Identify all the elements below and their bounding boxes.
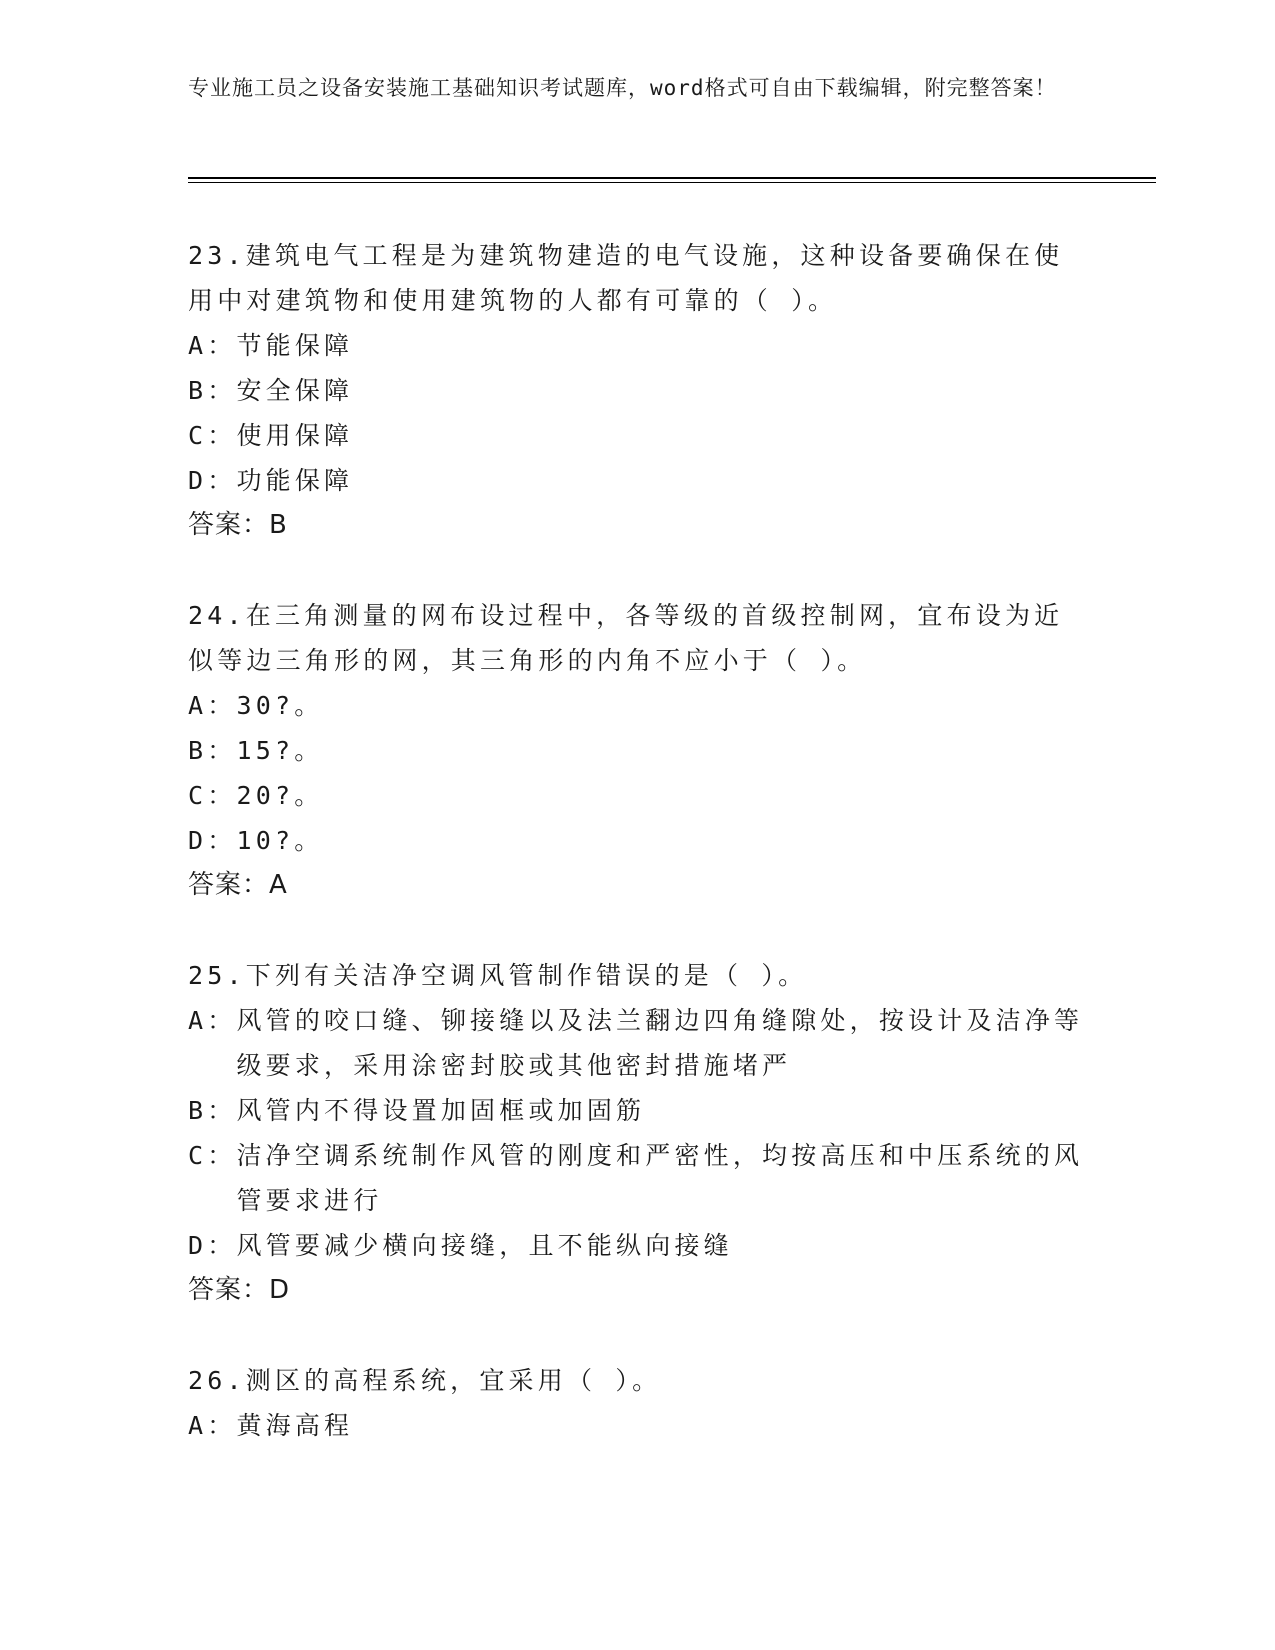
answer-label: 答案：A (188, 870, 288, 900)
question-stem: 26.测区的高程系统，宜采用（ ）。 (188, 1366, 662, 1395)
option-text: 安全保障 (236, 376, 354, 405)
question-list (188, 233, 1088, 1493)
option-b (188, 368, 1088, 413)
option-key: A： (188, 1411, 237, 1440)
option-text: 15?。 (236, 736, 324, 765)
option-c (188, 1133, 1088, 1223)
option-key: A： (188, 331, 237, 360)
option-d (188, 818, 1088, 863)
question-26 (188, 1358, 1088, 1448)
option-key: B： (188, 376, 237, 405)
answer-label: 答案：D (188, 1275, 291, 1305)
header-divider-thick (188, 177, 1156, 179)
option-key: A： (188, 691, 237, 720)
option-text: 20?。 (236, 781, 324, 810)
option-key: C： (188, 781, 237, 810)
option-text: 风管内不得设置加固框或加固筋 (236, 1096, 646, 1125)
question-stem: 25.下列有关洁净空调风管制作错误的是（ ）。 (188, 961, 808, 990)
question-23 (188, 233, 1088, 548)
option-key: D： (188, 826, 237, 855)
option-key: D： (188, 466, 237, 495)
header-divider-thin (188, 182, 1156, 183)
option-a (188, 323, 1088, 368)
question-stem: 24.在三角测量的网布设过程中，各等级的首级控制网，宜布设为近似等边三角形的网，其三角形的内角不应小于（ ）。 (188, 601, 1064, 675)
option-b (188, 728, 1088, 773)
question-24 (188, 593, 1088, 908)
question-25 (188, 953, 1088, 1313)
option-text: 风管要减少横向接缝，且不能纵向接缝 (236, 1231, 733, 1260)
option-a (188, 1403, 1088, 1448)
option-text: 30?。 (236, 691, 324, 720)
option-text: 黄海高程 (236, 1411, 354, 1440)
option-b (188, 1088, 1088, 1133)
option-text: 洁净空调系统制作风管的刚度和严密性，均按高压和中压系统的风管要求进行 (236, 1141, 1084, 1215)
option-key: C： (188, 1141, 237, 1170)
option-a (188, 683, 1088, 728)
option-d (188, 458, 1088, 503)
option-key: B： (188, 1096, 237, 1125)
option-text: 10?。 (236, 826, 324, 855)
option-key: A： (188, 1006, 237, 1035)
option-key: D： (188, 1231, 237, 1260)
option-key: B： (188, 736, 237, 765)
option-text: 节能保障 (236, 331, 354, 360)
option-d (188, 1223, 1088, 1268)
option-text: 使用保障 (236, 421, 354, 450)
option-text: 功能保障 (236, 466, 354, 495)
document-header: 专业施工员之设备安装施工基础知识考试题库，word格式可自由下载编辑，附完整答案！ (188, 76, 1057, 100)
option-a (188, 998, 1088, 1088)
option-key: C： (188, 421, 237, 450)
option-c (188, 773, 1088, 818)
answer-label: 答案：B (188, 510, 288, 540)
question-stem: 23.建筑电气工程是为建筑物建造的电气设施，这种设备要确保在使用中对建筑物和使用建筑物的人都有可靠的（ ）。 (188, 241, 1064, 315)
option-text: 风管的咬口缝、铆接缝以及法兰翻边四角缝隙处，按设计及洁净等级要求，采用涂密封胶或其他密封措施堵严 (236, 1006, 1084, 1080)
option-c (188, 413, 1088, 458)
